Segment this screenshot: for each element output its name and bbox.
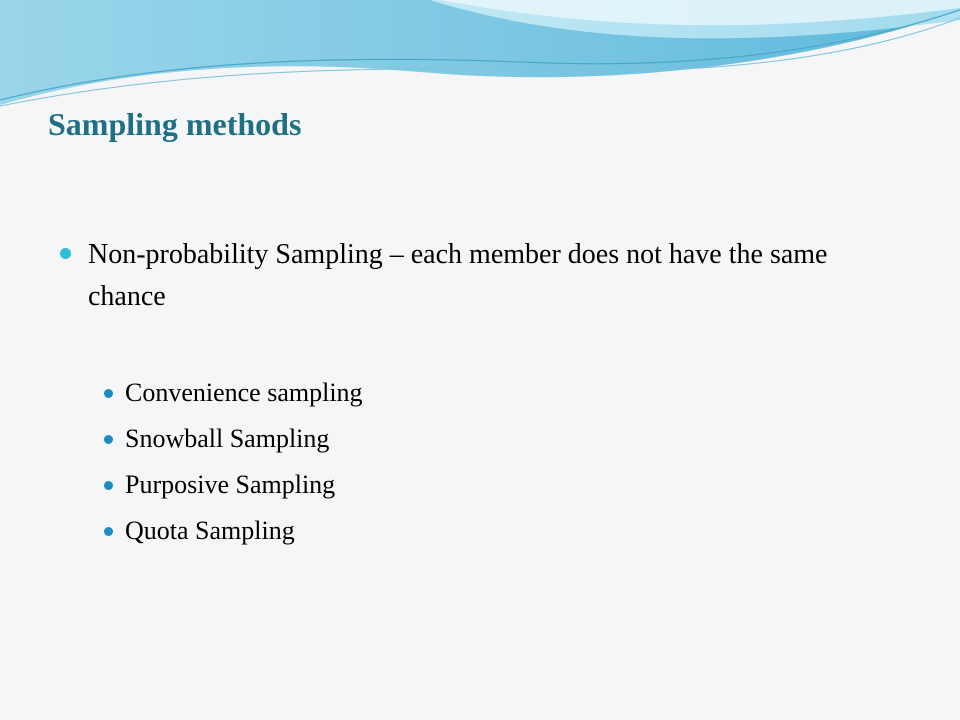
main-bullet-text: Non-probability Sampling – each member does not have the same chance [88,239,828,312]
sub-bullet-text: Purposive Sampling [125,470,336,499]
bullet-dot-icon [104,527,113,536]
main-bullet [60,234,910,318]
bullet-dot-icon [104,481,113,490]
sub-bullet-item [100,418,700,464]
sub-bullet-text: Snowball Sampling [125,424,330,453]
sub-bullet-item [100,464,700,510]
sub-bullet-item [100,372,700,418]
bullet-dot-icon [104,389,113,398]
sub-bullet-item [100,510,700,556]
sub-bullet-text: Convenience sampling [125,378,363,407]
bullet-dot-icon [104,435,113,444]
slide-title: Sampling methods [48,106,302,142]
sub-bullet-list [100,372,700,556]
bullet-dot-icon [60,248,71,259]
sub-bullet-text: Quota Sampling [125,516,295,545]
